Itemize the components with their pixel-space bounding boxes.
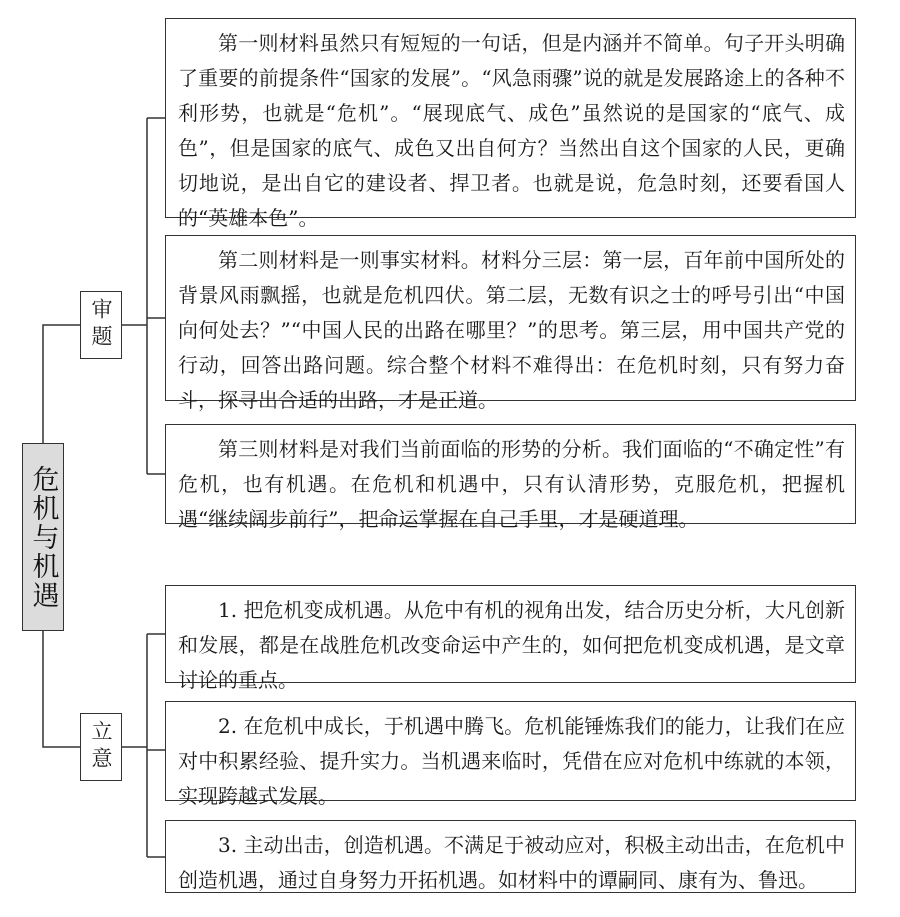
thesis-box-2 <box>165 701 856 808</box>
branch-label: 立意 <box>89 720 113 774</box>
branch-node-liyi <box>80 713 122 781</box>
branch-label: 审题 <box>89 298 113 352</box>
branch-connector-shenti <box>122 118 165 474</box>
material-analysis-box-3 <box>165 424 856 531</box>
branch-node-shenti <box>80 291 122 359</box>
material-analysis-box-2 <box>165 235 856 412</box>
thesis-text: 1. 把危机变成机遇。从危中有机的视角出发，结合历史分析，大凡创新和发展，都是在战胜危机改变命运中产生的，如何把危机变成机遇，是文章讨论的重点。 <box>178 598 845 692</box>
material-analysis-text: 第二则材料是一则事实材料。材料分三层：第一层，百年前中国所处的背景风雨飘摇，也就是危机四伏。第二层，无数有识之士的呼号引出“中国向何处去？”“中国人民的出路在哪里？”的思考。第三层，用中国共产党的行动，回答出路问题。综合整个材料不难得出：在危机时刻，只有努力奋斗，探寻出合适的出路，才是正道。 <box>178 248 845 412</box>
material-analysis-text: 第三则材料是对我们当前面临的形势的分析。我们面临的“不确定性”有危机，也有机遇。在危机和机遇中，只有认清形势，克服危机，把握机遇“继续阔步前行”，把命运掌握在自己手里，才是硬道理。 <box>178 437 845 531</box>
material-analysis-text: 第一则材料虽然只有短短的一句话，但是内涵并不简单。句子开头明确了重要的前提条件“国家的发展”。“风急雨骤”说的就是发展路途上的各种不利形势，也就是“危机”。“展现底气、成色”虽然说的是国家的“底气、成色”，但是国家的底气、成色又出自何方？当然出自这个国家的人民，更确切地说，是出自它的建设者、捍卫者。也就是说，危急时刻，还要看国人的“英雄本色”。 <box>178 31 845 230</box>
root-label: 危机与机遇 <box>27 464 59 610</box>
root-node <box>22 443 64 631</box>
thesis-box-3 <box>165 820 856 893</box>
thesis-text: 2. 在危机中成长，于机遇中腾飞。危机能锤炼我们的能力，让我们在应对中积累经验、提升实力。当机遇来临时，凭借在应对危机中练就的本领，实现跨越式发展。 <box>178 714 845 808</box>
thesis-text: 3. 主动出击，创造机遇。不满足于被动应对，积极主动出击，在危机中创造机遇，通过自身努力开拓机遇。如材料中的谭嗣同、康有为、鲁迅。 <box>178 833 845 892</box>
material-analysis-box-1 <box>165 18 856 230</box>
thesis-box-1 <box>165 585 856 692</box>
branch-connector-liyi <box>122 634 165 857</box>
